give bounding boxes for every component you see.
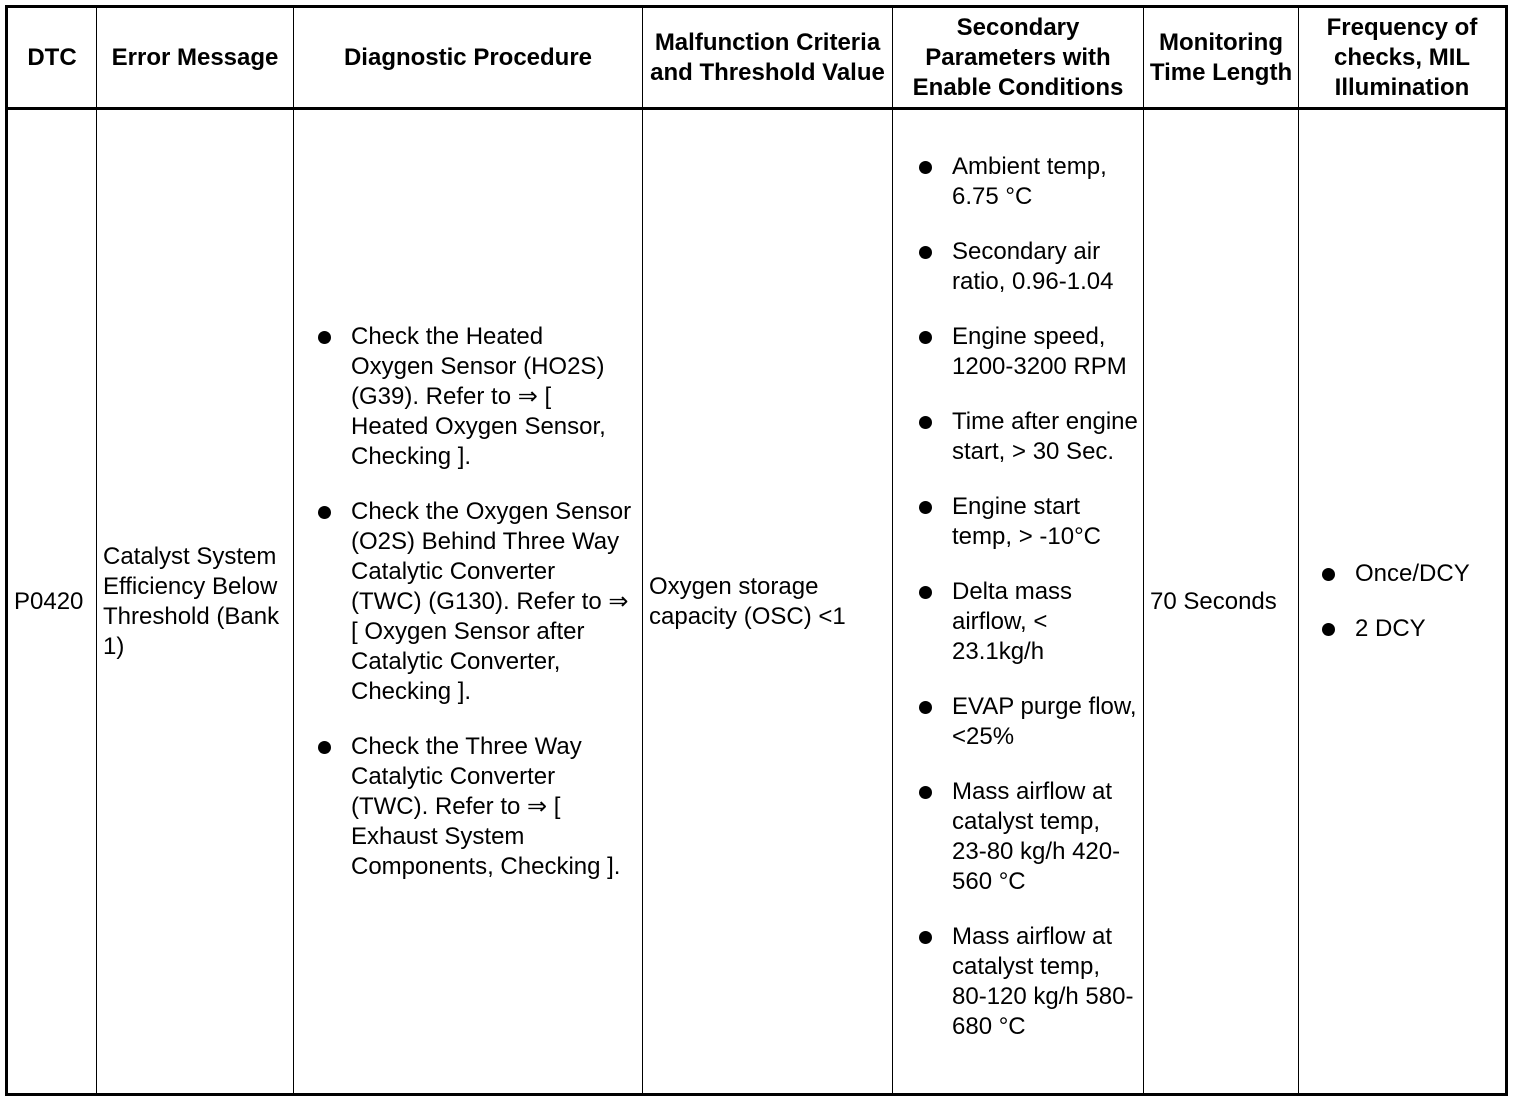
header-error-message: Error Message [97,7,294,109]
list-item [318,732,632,882]
list-item [919,577,1139,667]
list-item [919,152,1139,212]
list-item [919,922,1139,1042]
cell-diagnostic-procedure [294,109,643,1095]
bullet-icon [919,246,932,259]
procedure-text: Check the Heated Oxygen Sensor (HO2S) (G39). Refer to ⇒ [ Heated Oxygen Sensor, Checking ]. [351,322,606,470]
parameter-text: Mass airflow at catalyst temp, 80-120 kg/h 580-680 °C [952,922,1134,1040]
bullet-icon [1322,623,1335,636]
bullet-icon [919,931,932,944]
cell-dtc: P0420 [7,109,97,1095]
secondary-parameters-list [919,152,1139,1042]
bullet-icon [318,331,331,344]
bullet-icon [919,416,932,429]
dtc-table [5,5,1508,1096]
bullet-icon [919,786,932,799]
procedure-text: Check the Oxygen Sensor (O2S) Behind Three Way Catalytic Converter (TWC) (G130). Refer to ⇒ [ Oxygen Sensor after Catalytic Converter, Checking ]. [351,497,632,705]
parameter-text: Ambient temp, 6.75 °C [952,152,1107,210]
cell-frequency [1299,109,1507,1095]
bullet-icon [1322,568,1335,581]
bullet-icon [919,701,932,714]
procedure-text: Check the Three Way Catalytic Converter (TWC). Refer to ⇒ [ Exhaust System Components, Checking ]. [351,732,621,880]
cell-monitoring-time: 70 Seconds [1144,109,1299,1095]
header-frequency: Frequency of checks, MIL Illumination [1299,7,1507,109]
cell-error-message: Catalyst System Efficiency Below Threshold (Bank 1) [97,109,294,1095]
list-item [1322,559,1501,589]
parameter-text: Mass airflow at catalyst temp, 23-80 kg/h 420-560 °C [952,777,1121,895]
procedure-list [318,322,632,882]
list-item [919,322,1139,382]
header-diagnostic-procedure: Diagnostic Procedure [294,7,643,109]
parameter-text: Engine speed, 1200-3200 RPM [952,322,1127,380]
list-item [919,407,1139,467]
table-row [7,109,1507,1095]
cell-secondary-parameters [893,109,1144,1095]
list-item [919,492,1139,552]
frequency-text: Once/DCY [1355,560,1470,587]
header-malfunction-criteria: Malfunction Criteria and Threshold Value [643,7,893,109]
header-monitoring-time: Monitoring Time Length [1144,7,1299,109]
header-secondary-parameters: Secondary Parameters with Enable Conditions [893,7,1144,109]
parameter-text: Delta mass airflow, < 23.1kg/h [952,577,1073,665]
bullet-icon [919,331,932,344]
frequency-list [1322,559,1501,644]
list-item [1322,614,1501,644]
list-item [919,692,1139,752]
cell-malfunction-criteria: Oxygen storage capacity (OSC) <1 [643,109,893,1095]
bullet-icon [318,506,331,519]
header-dtc: DTC [7,7,97,109]
frequency-text: 2 DCY [1355,615,1426,642]
list-item [318,497,632,707]
parameter-text: Engine start temp, > -10°C [952,492,1101,550]
list-item [318,322,632,472]
bullet-icon [919,501,932,514]
parameter-text: Secondary air ratio, 0.96-1.04 [952,237,1114,295]
header-row [7,7,1507,109]
list-item [919,237,1139,297]
list-item [919,777,1139,897]
parameter-text: Time after engine start, > 30 Sec. [952,407,1138,465]
parameter-text: EVAP purge flow, <25% [952,692,1137,750]
bullet-icon [919,586,932,599]
bullet-icon [919,161,932,174]
bullet-icon [318,741,331,754]
